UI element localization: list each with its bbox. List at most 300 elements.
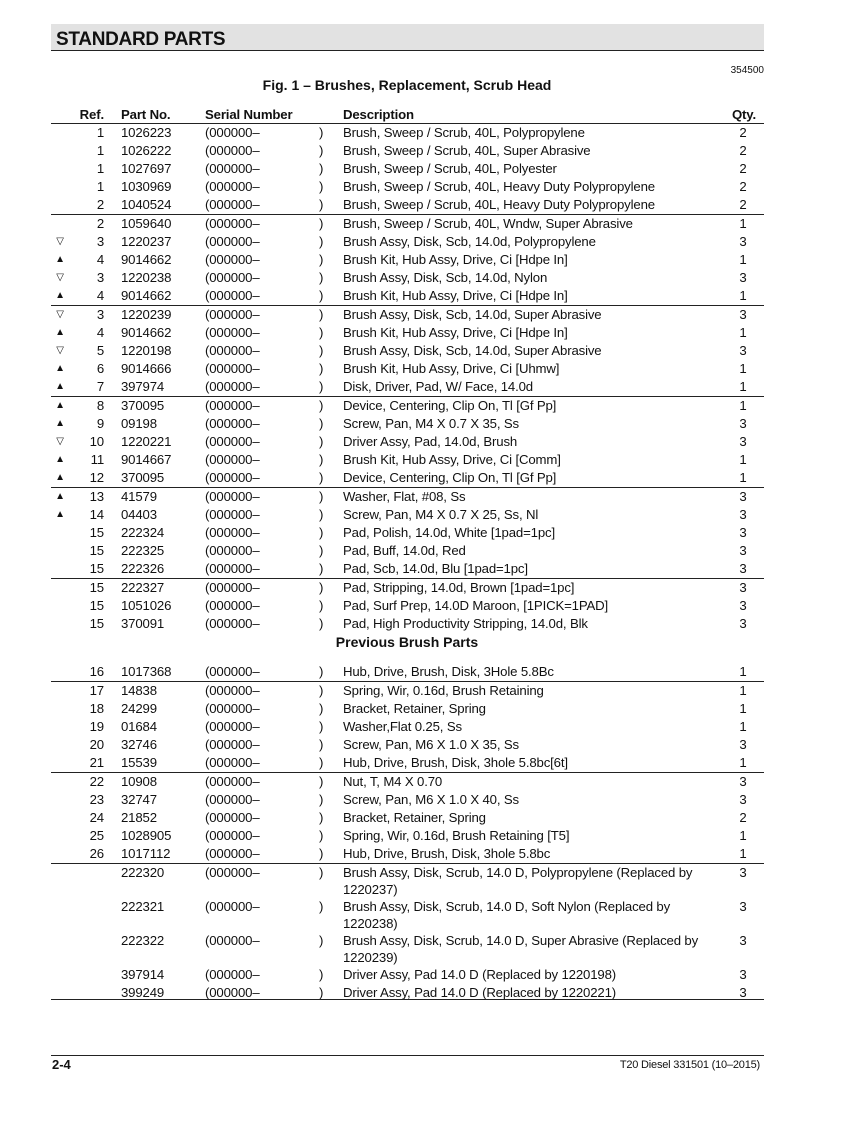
serial-end: ) bbox=[319, 470, 324, 485]
serial-start: (000000– bbox=[205, 933, 260, 948]
description: Disk, Driver, Pad, W/ Face, 14.0d bbox=[343, 379, 533, 394]
description: Driver Assy, Pad 14.0 D (Replaced by 1220198) bbox=[343, 967, 617, 982]
ref-number: 23 bbox=[89, 792, 104, 807]
open-triangle-icon: ▽ bbox=[56, 436, 64, 447]
ref-number: 3 bbox=[96, 270, 104, 285]
description: Brush Assy, Disk, Scb, 14.0d, Super Abrasive bbox=[343, 307, 602, 322]
serial-end: ) bbox=[319, 489, 324, 504]
table-row bbox=[51, 269, 764, 287]
filled-triangle-icon: ▲ bbox=[55, 254, 65, 265]
serial-end: ) bbox=[319, 616, 324, 631]
serial-end: ) bbox=[319, 737, 324, 752]
quantity: 1 bbox=[739, 683, 747, 698]
serial-start: (000000– bbox=[205, 792, 260, 807]
parts-table-header bbox=[51, 106, 764, 124]
quantity: 2 bbox=[739, 143, 747, 158]
quantity: 3 bbox=[739, 899, 747, 914]
part-number: 9014666 bbox=[121, 361, 172, 376]
description: Washer, Flat, #08, Ss bbox=[343, 489, 466, 504]
serial-start: (000000– bbox=[205, 416, 260, 431]
quantity: 1 bbox=[739, 252, 747, 267]
quantity: 1 bbox=[739, 470, 747, 485]
ref-number: 12 bbox=[89, 470, 104, 485]
serial-start: (000000– bbox=[205, 616, 260, 631]
quantity: 3 bbox=[739, 507, 747, 522]
part-number: 1040524 bbox=[121, 197, 172, 212]
serial-end: ) bbox=[319, 580, 324, 595]
table-row bbox=[51, 898, 764, 932]
col-serial: Serial Number bbox=[205, 107, 293, 122]
serial-end: ) bbox=[319, 307, 324, 322]
filled-triangle-icon: ▲ bbox=[55, 454, 65, 465]
serial-start: (000000– bbox=[205, 470, 260, 485]
ref-number: 20 bbox=[89, 737, 104, 752]
part-number: 14838 bbox=[121, 683, 157, 698]
quantity: 3 bbox=[739, 792, 747, 807]
serial-end: ) bbox=[319, 664, 324, 679]
description: Driver Assy, Pad 14.0 D (Replaced by 1220221) bbox=[343, 985, 617, 1000]
filled-triangle-icon: ▲ bbox=[55, 418, 65, 429]
open-triangle-icon: ▽ bbox=[56, 345, 64, 356]
quantity: 3 bbox=[739, 343, 747, 358]
table-row bbox=[51, 142, 764, 160]
table-row bbox=[51, 597, 764, 615]
description: Screw, Pan, M4 X 0.7 X 35, Ss bbox=[343, 416, 519, 431]
serial-start: (000000– bbox=[205, 561, 260, 576]
description: Brush Assy, Disk, Scrub, 14.0 D, Super Abrasive (Replaced by 1220239) bbox=[343, 933, 699, 965]
quantity: 1 bbox=[739, 828, 747, 843]
quantity: 1 bbox=[739, 846, 747, 861]
serial-end: ) bbox=[319, 452, 324, 467]
quantity: 1 bbox=[739, 379, 747, 394]
serial-end: ) bbox=[319, 361, 324, 376]
ref-number: 4 bbox=[96, 252, 104, 267]
part-number: 370095 bbox=[121, 470, 165, 485]
serial-start: (000000– bbox=[205, 899, 260, 914]
serial-start: (000000– bbox=[205, 125, 260, 140]
serial-start: (000000– bbox=[205, 810, 260, 825]
ref-number: 17 bbox=[89, 683, 104, 698]
table-row bbox=[51, 560, 764, 578]
serial-start: (000000– bbox=[205, 143, 260, 158]
ref-number: 22 bbox=[89, 774, 104, 789]
ref-number: 10 bbox=[89, 434, 104, 449]
quantity: 2 bbox=[739, 125, 747, 140]
section-header bbox=[51, 24, 764, 51]
serial-end: ) bbox=[319, 179, 324, 194]
description: Spring, Wir, 0.16d, Brush Retaining [T5] bbox=[343, 828, 570, 843]
table-row bbox=[51, 433, 764, 451]
table-row bbox=[51, 415, 764, 433]
serial-start: (000000– bbox=[205, 379, 260, 394]
table-row bbox=[51, 718, 764, 736]
part-number: 1051026 bbox=[121, 598, 172, 613]
ref-number: 15 bbox=[89, 525, 104, 540]
quantity: 2 bbox=[739, 179, 747, 194]
quantity: 2 bbox=[739, 161, 747, 176]
serial-start: (000000– bbox=[205, 434, 260, 449]
table-row bbox=[51, 700, 764, 718]
previous-parts-table bbox=[51, 663, 764, 1002]
description: Brush Assy, Disk, Scb, 14.0d, Polypropylene bbox=[343, 234, 596, 249]
serial-start: (000000– bbox=[205, 270, 260, 285]
description: Brush, Sweep / Scrub, 40L, Super Abrasive bbox=[343, 143, 591, 158]
table-row bbox=[51, 378, 764, 396]
quantity: 3 bbox=[739, 434, 747, 449]
table-row bbox=[51, 932, 764, 966]
description: Pad, Stripping, 14.0d, Brown [1pad=1pc] bbox=[343, 580, 575, 595]
ref-number: 15 bbox=[89, 543, 104, 558]
table-row bbox=[51, 196, 764, 214]
open-triangle-icon: ▽ bbox=[56, 309, 64, 320]
quantity: 2 bbox=[739, 197, 747, 212]
serial-end: ) bbox=[319, 434, 324, 449]
filled-triangle-icon: ▲ bbox=[55, 327, 65, 338]
quantity: 3 bbox=[739, 865, 747, 880]
ref-number: 8 bbox=[96, 398, 104, 413]
serial-end: ) bbox=[319, 683, 324, 698]
ref-number: 13 bbox=[89, 489, 104, 504]
table-row bbox=[51, 305, 764, 324]
table-row bbox=[51, 324, 764, 342]
serial-end: ) bbox=[319, 270, 324, 285]
serial-start: (000000– bbox=[205, 161, 260, 176]
part-number: 370091 bbox=[121, 616, 165, 631]
serial-end: ) bbox=[319, 398, 324, 413]
table-row bbox=[51, 754, 764, 772]
serial-start: (000000– bbox=[205, 580, 260, 595]
serial-end: ) bbox=[319, 933, 324, 948]
table-row bbox=[51, 681, 764, 700]
quantity: 3 bbox=[739, 774, 747, 789]
ref-number: 15 bbox=[89, 616, 104, 631]
serial-end: ) bbox=[319, 288, 324, 303]
serial-start: (000000– bbox=[205, 543, 260, 558]
serial-end: ) bbox=[319, 143, 324, 158]
ref-number: 18 bbox=[89, 701, 104, 716]
part-number: 1030969 bbox=[121, 179, 172, 194]
part-number: 370095 bbox=[121, 398, 165, 413]
serial-start: (000000– bbox=[205, 846, 260, 861]
serial-end: ) bbox=[319, 899, 324, 914]
description: Hub, Drive, Brush, Disk, 3hole 5.8bc[6t] bbox=[343, 755, 568, 770]
part-number: 222322 bbox=[121, 933, 165, 948]
description: Nut, T, M4 X 0.70 bbox=[343, 774, 443, 789]
serial-start: (000000– bbox=[205, 398, 260, 413]
quantity: 1 bbox=[739, 288, 747, 303]
table-row bbox=[51, 827, 764, 845]
description: Washer,Flat 0.25, Ss bbox=[343, 719, 462, 734]
ref-number: 14 bbox=[89, 507, 104, 522]
part-number: 32746 bbox=[121, 737, 157, 752]
serial-end: ) bbox=[319, 701, 324, 716]
ref-number: 26 bbox=[89, 846, 104, 861]
serial-end: ) bbox=[319, 561, 324, 576]
ref-number: 6 bbox=[96, 361, 104, 376]
serial-end: ) bbox=[319, 828, 324, 843]
ref-number: 25 bbox=[89, 828, 104, 843]
quantity: 3 bbox=[739, 234, 747, 249]
quantity: 1 bbox=[739, 452, 747, 467]
quantity: 1 bbox=[739, 701, 747, 716]
part-number: 21852 bbox=[121, 810, 157, 825]
description: Brush Assy, Disk, Scb, 14.0d, Nylon bbox=[343, 270, 548, 285]
serial-start: (000000– bbox=[205, 719, 260, 734]
quantity: 3 bbox=[739, 616, 747, 631]
part-number: 9014662 bbox=[121, 288, 172, 303]
table-row bbox=[51, 124, 764, 142]
serial-start: (000000– bbox=[205, 343, 260, 358]
col-part-no: Part No. bbox=[121, 107, 171, 122]
serial-end: ) bbox=[319, 985, 324, 1000]
serial-end: ) bbox=[319, 774, 324, 789]
part-number: 9014662 bbox=[121, 252, 172, 267]
quantity: 3 bbox=[739, 737, 747, 752]
description: Screw, Pan, M6 X 1.0 X 35, Ss bbox=[343, 737, 519, 752]
ref-number: 1 bbox=[96, 161, 104, 176]
quantity: 3 bbox=[739, 580, 747, 595]
part-number: 222325 bbox=[121, 543, 165, 558]
description: Device, Centering, Clip On, Tl [Gf Pp] bbox=[343, 398, 557, 413]
quantity: 3 bbox=[739, 525, 747, 540]
table-row bbox=[51, 160, 764, 178]
col-description: Description bbox=[343, 107, 414, 122]
part-number: 15539 bbox=[121, 755, 157, 770]
part-number: 9014662 bbox=[121, 325, 172, 340]
serial-start: (000000– bbox=[205, 701, 260, 716]
description: Hub, Drive, Brush, Disk, 3Hole 5.8Bc bbox=[343, 664, 554, 679]
quantity: 3 bbox=[739, 416, 747, 431]
ref-number: 19 bbox=[89, 719, 104, 734]
part-number: 04403 bbox=[121, 507, 157, 522]
quantity: 3 bbox=[739, 561, 747, 576]
serial-end: ) bbox=[319, 543, 324, 558]
table-row bbox=[51, 233, 764, 251]
description: Pad, Surf Prep, 14.0D Maroon, [1PICK=1PAD] bbox=[343, 598, 609, 613]
ref-number: 2 bbox=[96, 216, 104, 231]
part-number: 222327 bbox=[121, 580, 165, 595]
part-number: 1026222 bbox=[121, 143, 172, 158]
serial-start: (000000– bbox=[205, 828, 260, 843]
section-title: STANDARD PARTS bbox=[56, 29, 226, 50]
table-row bbox=[51, 809, 764, 827]
description: Pad, Polish, 14.0d, White [1pad=1pc] bbox=[343, 525, 555, 540]
quantity: 1 bbox=[739, 398, 747, 413]
quantity: 3 bbox=[739, 543, 747, 558]
part-number: 1027697 bbox=[121, 161, 172, 176]
part-number: 222324 bbox=[121, 525, 165, 540]
quantity: 3 bbox=[739, 985, 747, 1000]
part-number: 1220198 bbox=[121, 343, 172, 358]
serial-end: ) bbox=[319, 343, 324, 358]
parts-table bbox=[51, 124, 764, 633]
description: Brush, Sweep / Scrub, 40L, Polyester bbox=[343, 161, 557, 176]
table-bottom-rule bbox=[51, 999, 764, 1000]
table-row bbox=[51, 663, 764, 681]
serial-start: (000000– bbox=[205, 197, 260, 212]
table-row bbox=[51, 487, 764, 506]
part-number: 01684 bbox=[121, 719, 157, 734]
quantity: 3 bbox=[739, 489, 747, 504]
serial-start: (000000– bbox=[205, 234, 260, 249]
ref-number: 3 bbox=[96, 234, 104, 249]
description: Pad, Scb, 14.0d, Blu [1pad=1pc] bbox=[343, 561, 528, 576]
table-row bbox=[51, 736, 764, 754]
part-number: 41579 bbox=[121, 489, 157, 504]
ref-number: 9 bbox=[96, 416, 104, 431]
description: Brush Kit, Hub Assy, Drive, Ci [Hdpe In] bbox=[343, 252, 568, 267]
table-row bbox=[51, 966, 764, 984]
serial-start: (000000– bbox=[205, 325, 260, 340]
serial-end: ) bbox=[319, 792, 324, 807]
serial-start: (000000– bbox=[205, 967, 260, 982]
part-number: 1220221 bbox=[121, 434, 172, 449]
serial-end: ) bbox=[319, 846, 324, 861]
part-number: 1017112 bbox=[121, 846, 171, 861]
description: Brush Kit, Hub Assy, Drive, Ci [Hdpe In] bbox=[343, 288, 568, 303]
part-number: 1220237 bbox=[121, 234, 172, 249]
serial-end: ) bbox=[319, 234, 324, 249]
quantity: 2 bbox=[739, 810, 747, 825]
quantity: 1 bbox=[739, 361, 747, 376]
ref-number: 11 bbox=[90, 452, 104, 467]
serial-start: (000000– bbox=[205, 288, 260, 303]
description: Brush Assy, Disk, Scb, 14.0d, Super Abrasive bbox=[343, 343, 602, 358]
previous-parts-heading: Previous Brush Parts bbox=[335, 634, 479, 650]
serial-start: (000000– bbox=[205, 525, 260, 540]
ref-number: 4 bbox=[96, 288, 104, 303]
document-id: T20 Diesel 331501 (10–2015) bbox=[619, 1059, 760, 1071]
filled-triangle-icon: ▲ bbox=[55, 472, 65, 483]
serial-end: ) bbox=[319, 865, 324, 880]
open-triangle-icon: ▽ bbox=[56, 236, 64, 247]
filled-triangle-icon: ▲ bbox=[55, 491, 65, 502]
description: Brush, Sweep / Scrub, 40L, Heavy Duty Polypropylene bbox=[343, 179, 655, 194]
description: Bracket, Retainer, Spring bbox=[343, 701, 486, 716]
serial-start: (000000– bbox=[205, 737, 260, 752]
serial-end: ) bbox=[319, 161, 324, 176]
table-row bbox=[51, 396, 764, 415]
description: Pad, Buff, 14.0d, Red bbox=[343, 543, 466, 558]
filled-triangle-icon: ▲ bbox=[55, 290, 65, 301]
serial-end: ) bbox=[319, 967, 324, 982]
serial-start: (000000– bbox=[205, 507, 260, 522]
ref-number: 15 bbox=[89, 561, 104, 576]
ref-number: 1 bbox=[96, 179, 104, 194]
ref-number: 1 bbox=[96, 143, 104, 158]
ref-number: 7 bbox=[96, 379, 104, 394]
ref-number: 1 bbox=[96, 125, 104, 140]
part-number: 1220238 bbox=[121, 270, 172, 285]
serial-end: ) bbox=[319, 379, 324, 394]
quantity: 3 bbox=[739, 598, 747, 613]
quantity: 3 bbox=[739, 307, 747, 322]
open-triangle-icon: ▽ bbox=[56, 272, 64, 283]
page-number: 2-4 bbox=[52, 1057, 71, 1072]
table-row bbox=[51, 578, 764, 597]
description: Brush, Sweep / Scrub, 40L, Polypropylene bbox=[343, 125, 585, 140]
serial-end: ) bbox=[319, 416, 324, 431]
part-number: 1026223 bbox=[121, 125, 172, 140]
table-row bbox=[51, 772, 764, 791]
part-number: 1220239 bbox=[121, 307, 172, 322]
part-number: 32747 bbox=[121, 792, 157, 807]
part-number: 397974 bbox=[121, 379, 165, 394]
serial-end: ) bbox=[319, 125, 324, 140]
description: Bracket, Retainer, Spring bbox=[343, 810, 486, 825]
table-row bbox=[51, 524, 764, 542]
serial-start: (000000– bbox=[205, 985, 260, 1000]
table-row bbox=[51, 615, 764, 633]
serial-end: ) bbox=[319, 810, 324, 825]
ref-number: 5 bbox=[96, 343, 104, 358]
ref-number: 3 bbox=[96, 307, 104, 322]
description: Hub, Drive, Brush, Disk, 3hole 5.8bc bbox=[343, 846, 551, 861]
table-row bbox=[51, 287, 764, 305]
description: Brush Kit, Hub Assy, Drive, Ci [Uhmw] bbox=[343, 361, 560, 376]
ref-number: 2 bbox=[96, 197, 104, 212]
serial-start: (000000– bbox=[205, 489, 260, 504]
part-number: 399249 bbox=[121, 985, 165, 1000]
serial-end: ) bbox=[319, 197, 324, 212]
part-number: 222326 bbox=[121, 561, 165, 576]
description: Device, Centering, Clip On, Tl [Gf Pp] bbox=[343, 470, 557, 485]
serial-start: (000000– bbox=[205, 598, 260, 613]
serial-start: (000000– bbox=[205, 683, 260, 698]
ref-number: 4 bbox=[96, 325, 104, 340]
description: Brush, Sweep / Scrub, 40L, Wndw, Super Abrasive bbox=[343, 216, 633, 231]
ref-number: 16 bbox=[89, 664, 104, 679]
table-row bbox=[51, 845, 764, 863]
description: Brush, Sweep / Scrub, 40L, Heavy Duty Polypropylene bbox=[343, 197, 655, 212]
part-number: 09198 bbox=[121, 416, 157, 431]
ref-number: 15 bbox=[89, 598, 104, 613]
filled-triangle-icon: ▲ bbox=[55, 509, 65, 520]
quantity: 3 bbox=[739, 967, 747, 982]
serial-end: ) bbox=[319, 325, 324, 340]
serial-start: (000000– bbox=[205, 252, 260, 267]
col-qty: Qty. bbox=[731, 107, 757, 122]
serial-start: (000000– bbox=[205, 755, 260, 770]
serial-end: ) bbox=[319, 507, 324, 522]
figure-title: Fig. 1 – Brushes, Replacement, Scrub Head bbox=[262, 77, 552, 93]
serial-end: ) bbox=[319, 252, 324, 267]
description: Screw, Pan, M4 X 0.7 X 25, Ss, Nl bbox=[343, 507, 539, 522]
table-row bbox=[51, 342, 764, 360]
serial-start: (000000– bbox=[205, 664, 260, 679]
quantity: 1 bbox=[739, 216, 747, 231]
part-number: 9014667 bbox=[121, 452, 172, 467]
quantity: 1 bbox=[739, 664, 747, 679]
serial-start: (000000– bbox=[205, 307, 260, 322]
description: Screw, Pan, M6 X 1.0 X 40, Ss bbox=[343, 792, 519, 807]
serial-end: ) bbox=[319, 598, 324, 613]
serial-end: ) bbox=[319, 719, 324, 734]
serial-end: ) bbox=[319, 755, 324, 770]
col-ref: Ref. bbox=[79, 107, 104, 122]
description: Brush Assy, Disk, Scrub, 14.0 D, Polypropylene (Replaced by 1220237) bbox=[343, 865, 693, 897]
part-number: 222320 bbox=[121, 865, 165, 880]
part-number: 1028905 bbox=[121, 828, 172, 843]
part-number: 397914 bbox=[121, 967, 165, 982]
filled-triangle-icon: ▲ bbox=[55, 381, 65, 392]
table-row bbox=[51, 542, 764, 560]
filled-triangle-icon: ▲ bbox=[55, 363, 65, 374]
quantity: 3 bbox=[739, 270, 747, 285]
ref-number: 15 bbox=[89, 580, 104, 595]
description: Driver Assy, Pad, 14.0d, Brush bbox=[343, 434, 518, 449]
serial-end: ) bbox=[319, 216, 324, 231]
